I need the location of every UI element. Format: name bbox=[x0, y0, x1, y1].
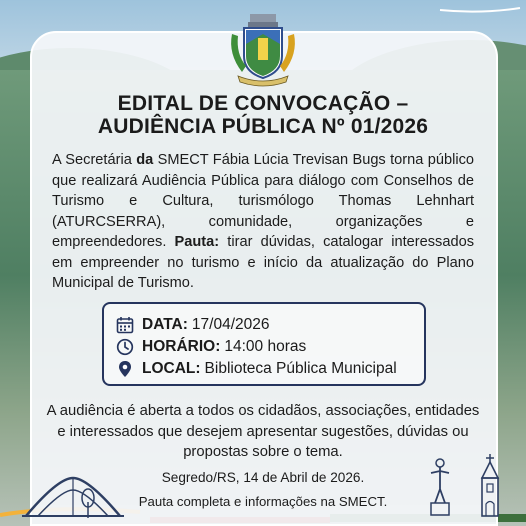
location-label: LOCAL: bbox=[142, 360, 201, 377]
church-icon bbox=[470, 452, 510, 518]
notice-title bbox=[40, 92, 486, 138]
agenda-label: Pauta: bbox=[174, 234, 220, 250]
date-label: DATA: bbox=[142, 316, 188, 333]
agenda-text: tirar dúvidas, catalogar interessados em empreender no turismo e início da atualização do Plano Municipal de Turismo. bbox=[52, 234, 474, 291]
time-value: 14:00 horas bbox=[224, 338, 307, 355]
statue-icon bbox=[425, 455, 455, 517]
date-row bbox=[116, 314, 270, 336]
paragraph-text: A Secretária bbox=[52, 152, 137, 168]
location-row bbox=[116, 358, 397, 380]
footnote: Pauta completa e informações na SMECT. bbox=[138, 494, 388, 509]
place-and-date: Segredo/RS, 14 de Abril de 2026. bbox=[161, 470, 365, 485]
monument-arch-icon bbox=[18, 470, 128, 520]
municipal-crest-icon bbox=[224, 14, 302, 94]
date-value: 17/04/2026 bbox=[191, 316, 270, 333]
tree-icon bbox=[80, 488, 96, 518]
clock-icon bbox=[116, 338, 134, 356]
time-label: HORÁRIO: bbox=[142, 338, 221, 355]
paragraph-bold: da bbox=[136, 152, 154, 168]
location-value: Biblioteca Pública Municipal bbox=[204, 360, 397, 377]
calendar-icon bbox=[116, 316, 134, 334]
location-pin-icon bbox=[116, 360, 134, 378]
closing-paragraph: A audiência é aberta a todos os cidadãos, associações, entidades e interessados que desejem apresentar sugestões, dúvidas ou propostas sobre o tema. bbox=[46, 403, 480, 460]
title-line-2: AUDIÊNCIA PÚBLICA Nº 01/2026 bbox=[97, 115, 429, 138]
event-info-box bbox=[102, 302, 426, 386]
announcement-paragraph bbox=[52, 150, 474, 294]
paragraph-text: SMECT Fábia Lúcia Trevisan Bugs torna público que realizará Audiência Pública para diálogo com Conselhos de Turismo e Cultura, turismólogo Thomas Lehnhart (ATURCSERRA), comunidade, organizações e empreendedores. bbox=[52, 152, 474, 250]
title-line-1: EDITAL DE CONVOCAÇÃO – bbox=[117, 92, 409, 115]
time-row bbox=[116, 336, 306, 358]
